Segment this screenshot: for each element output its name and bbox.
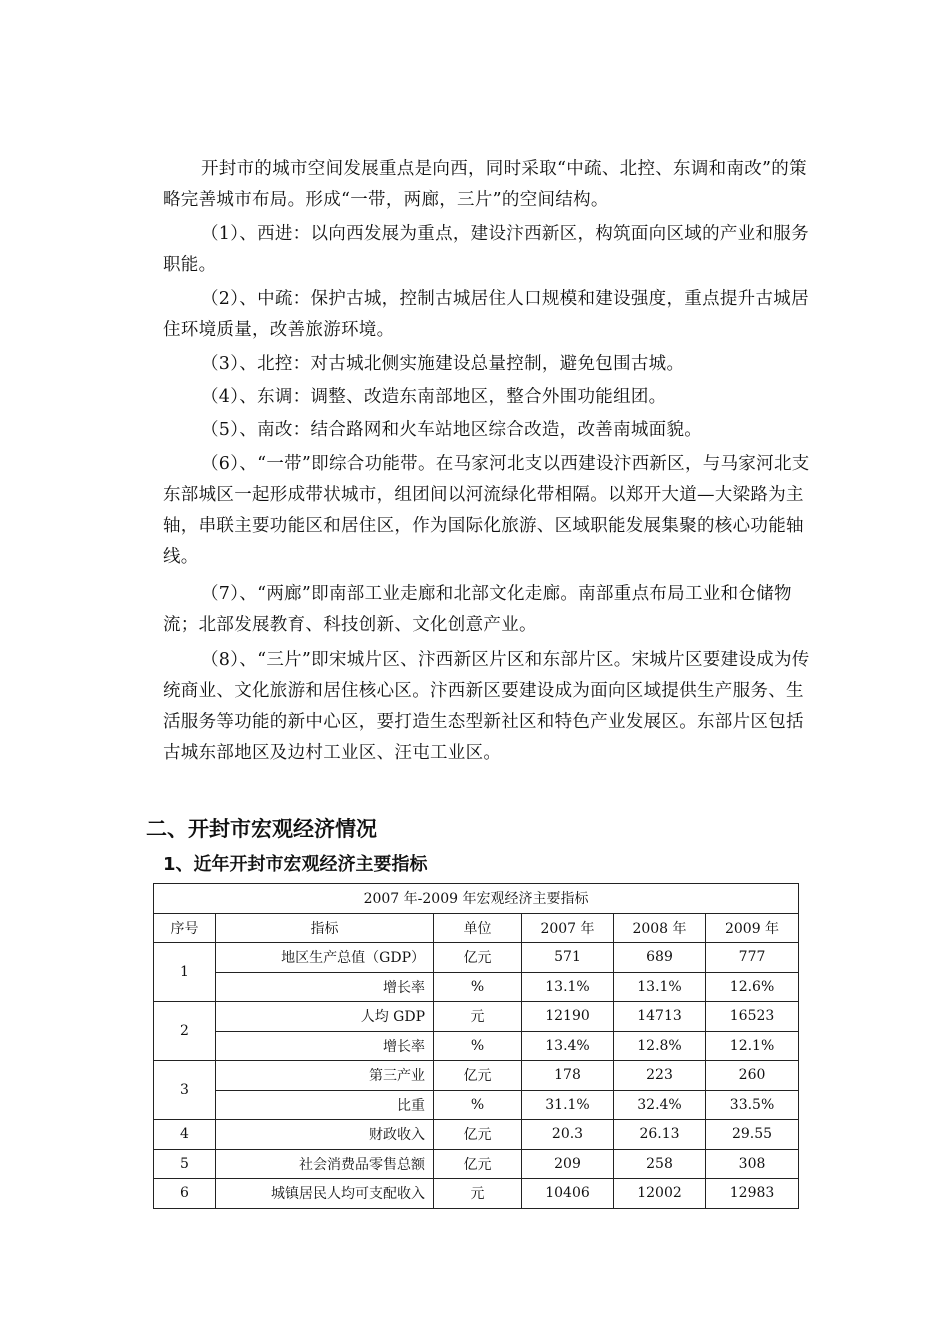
paragraph-west xyxy=(163,219,813,281)
value-cell: 12.8% xyxy=(614,1031,706,1061)
value-cell: 13.4% xyxy=(522,1031,614,1061)
value-cell: 571 xyxy=(522,943,614,973)
unit-cell: 元 xyxy=(434,1179,522,1209)
indicator-cell: 增长率 xyxy=(216,972,434,1002)
unit-cell: 亿元 xyxy=(434,943,522,973)
row-number-cell: 5 xyxy=(154,1149,216,1179)
paragraph-east xyxy=(163,382,813,413)
paragraph-south xyxy=(163,415,813,446)
paragraph-intro xyxy=(163,154,813,216)
paragraph-text: （2）、中疏：保护古城，控制古城居住人口规模和建设强度，重点提升古城居住环境质量，改善旅游环境。 xyxy=(163,289,809,340)
paragraph-text: （7）、“两廊”即南部工业走廊和北部文化走廊。南部重点布局工业和仓储物流；北部发展教育、科技创新、文化创意产业。 xyxy=(163,584,792,635)
table-row xyxy=(154,1090,799,1120)
paragraph-text: 开封市的城市空间发展重点是向西，同时采取“中疏、北控、东调和南改”的策略完善城市布局。形成“一带，两廊，三片”的空间结构。 xyxy=(163,159,807,210)
table-row xyxy=(154,1061,799,1091)
value-cell: 223 xyxy=(614,1061,706,1091)
value-cell: 258 xyxy=(614,1149,706,1179)
paragraph-text: （8）、“三片”即宋城片区、汴西新区片区和东部片区。宋城片区要建设成为传统商业、文化旅游和居住核心区。汴西新区要建设成为面向区域提供生产服务、生活服务等功能的新中心区，要打造生态型新社区和特色产业发展区。东部片区包括古城东部地区及边村工业区、汪屯工业区。 xyxy=(163,650,810,763)
value-cell: 260 xyxy=(706,1061,799,1091)
row-number-cell: 1 xyxy=(154,943,216,1002)
value-cell: 13.1% xyxy=(614,972,706,1002)
column-header: 2009 年 xyxy=(706,913,799,943)
paragraph-text: （5）、南改：结合路网和火车站地区综合改造，改善南城面貌。 xyxy=(201,420,703,440)
value-cell: 33.5% xyxy=(706,1090,799,1120)
value-cell: 12.1% xyxy=(706,1031,799,1061)
value-cell: 209 xyxy=(522,1149,614,1179)
macro-economic-table xyxy=(153,883,799,1209)
table-caption-row xyxy=(154,884,799,914)
table-row xyxy=(154,943,799,973)
unit-cell: % xyxy=(434,1031,522,1061)
indicator-cell: 第三产业 xyxy=(216,1061,434,1091)
column-header: 2007 年 xyxy=(522,913,614,943)
value-cell: 13.1% xyxy=(522,972,614,1002)
value-cell: 20.3 xyxy=(522,1120,614,1150)
unit-cell: 元 xyxy=(434,1002,522,1032)
table-row xyxy=(154,1002,799,1032)
table-caption: 2007 年-2009 年宏观经济主要指标 xyxy=(154,884,799,914)
paragraph-one-belt xyxy=(163,449,813,573)
row-number-cell: 4 xyxy=(154,1120,216,1150)
unit-cell: 亿元 xyxy=(434,1120,522,1150)
value-cell: 689 xyxy=(614,943,706,973)
unit-cell: % xyxy=(434,972,522,1002)
indicator-cell: 地区生产总值（GDP） xyxy=(216,943,434,973)
paragraph-text: （4）、东调：调整、改造东南部地区，整合外围功能组团。 xyxy=(201,387,667,407)
paragraph-center xyxy=(163,284,813,346)
value-cell: 10406 xyxy=(522,1179,614,1209)
table-row xyxy=(154,972,799,1002)
table-row xyxy=(154,1179,799,1209)
paragraph-two-corridors xyxy=(163,579,813,641)
value-cell: 12.6% xyxy=(706,972,799,1002)
value-cell: 777 xyxy=(706,943,799,973)
indicator-cell: 比重 xyxy=(216,1090,434,1120)
value-cell: 12983 xyxy=(706,1179,799,1209)
paragraph-text: （6）、“一带”即综合功能带。在马家河北支以西建设汴西新区，与马家河北支东部城区一起形成带状城市，组团间以河流绿化带相隔。以郑开大道—大梁路为主轴，串联主要功能区和居住区，作为国际化旅游、区域职能发展集聚的核心功能轴线。 xyxy=(163,454,810,567)
table-row xyxy=(154,1149,799,1179)
column-header: 序号 xyxy=(154,913,216,943)
value-cell: 16523 xyxy=(706,1002,799,1032)
column-header: 单位 xyxy=(434,913,522,943)
row-number-cell: 3 xyxy=(154,1061,216,1120)
indicator-cell: 社会消费品零售总额 xyxy=(216,1149,434,1179)
value-cell: 12190 xyxy=(522,1002,614,1032)
row-number-cell: 2 xyxy=(154,1002,216,1061)
indicator-cell: 增长率 xyxy=(216,1031,434,1061)
column-header: 指标 xyxy=(216,913,434,943)
indicator-cell: 城镇居民人均可支配收入 xyxy=(216,1179,434,1209)
unit-cell: 亿元 xyxy=(434,1061,522,1091)
value-cell: 178 xyxy=(522,1061,614,1091)
paragraph-three-areas xyxy=(163,645,813,769)
value-cell: 26.13 xyxy=(614,1120,706,1150)
subsection-heading: 1、近年开封市宏观经济主要指标 xyxy=(163,854,428,875)
table-row xyxy=(154,1031,799,1061)
value-cell: 32.4% xyxy=(614,1090,706,1120)
value-cell: 308 xyxy=(706,1149,799,1179)
table-header-row xyxy=(154,913,799,943)
unit-cell: 亿元 xyxy=(434,1149,522,1179)
indicator-cell: 人均 GDP xyxy=(216,1002,434,1032)
indicator-cell: 财政收入 xyxy=(216,1120,434,1150)
value-cell: 12002 xyxy=(614,1179,706,1209)
section-heading: 二、开封市宏观经济情况 xyxy=(146,817,377,841)
column-header: 2008 年 xyxy=(614,913,706,943)
paragraph-north xyxy=(163,349,813,380)
row-number-cell: 6 xyxy=(154,1179,216,1209)
paragraph-text: （3）、北控：对古城北侧实施建设总量控制，避免包围古城。 xyxy=(201,354,685,374)
paragraph-text: （1）、西进：以向西发展为重点，建设汴西新区，构筑面向区域的产业和服务职能。 xyxy=(163,224,809,275)
value-cell: 29.55 xyxy=(706,1120,799,1150)
table-row xyxy=(154,1120,799,1150)
unit-cell: % xyxy=(434,1090,522,1120)
value-cell: 14713 xyxy=(614,1002,706,1032)
value-cell: 31.1% xyxy=(522,1090,614,1120)
